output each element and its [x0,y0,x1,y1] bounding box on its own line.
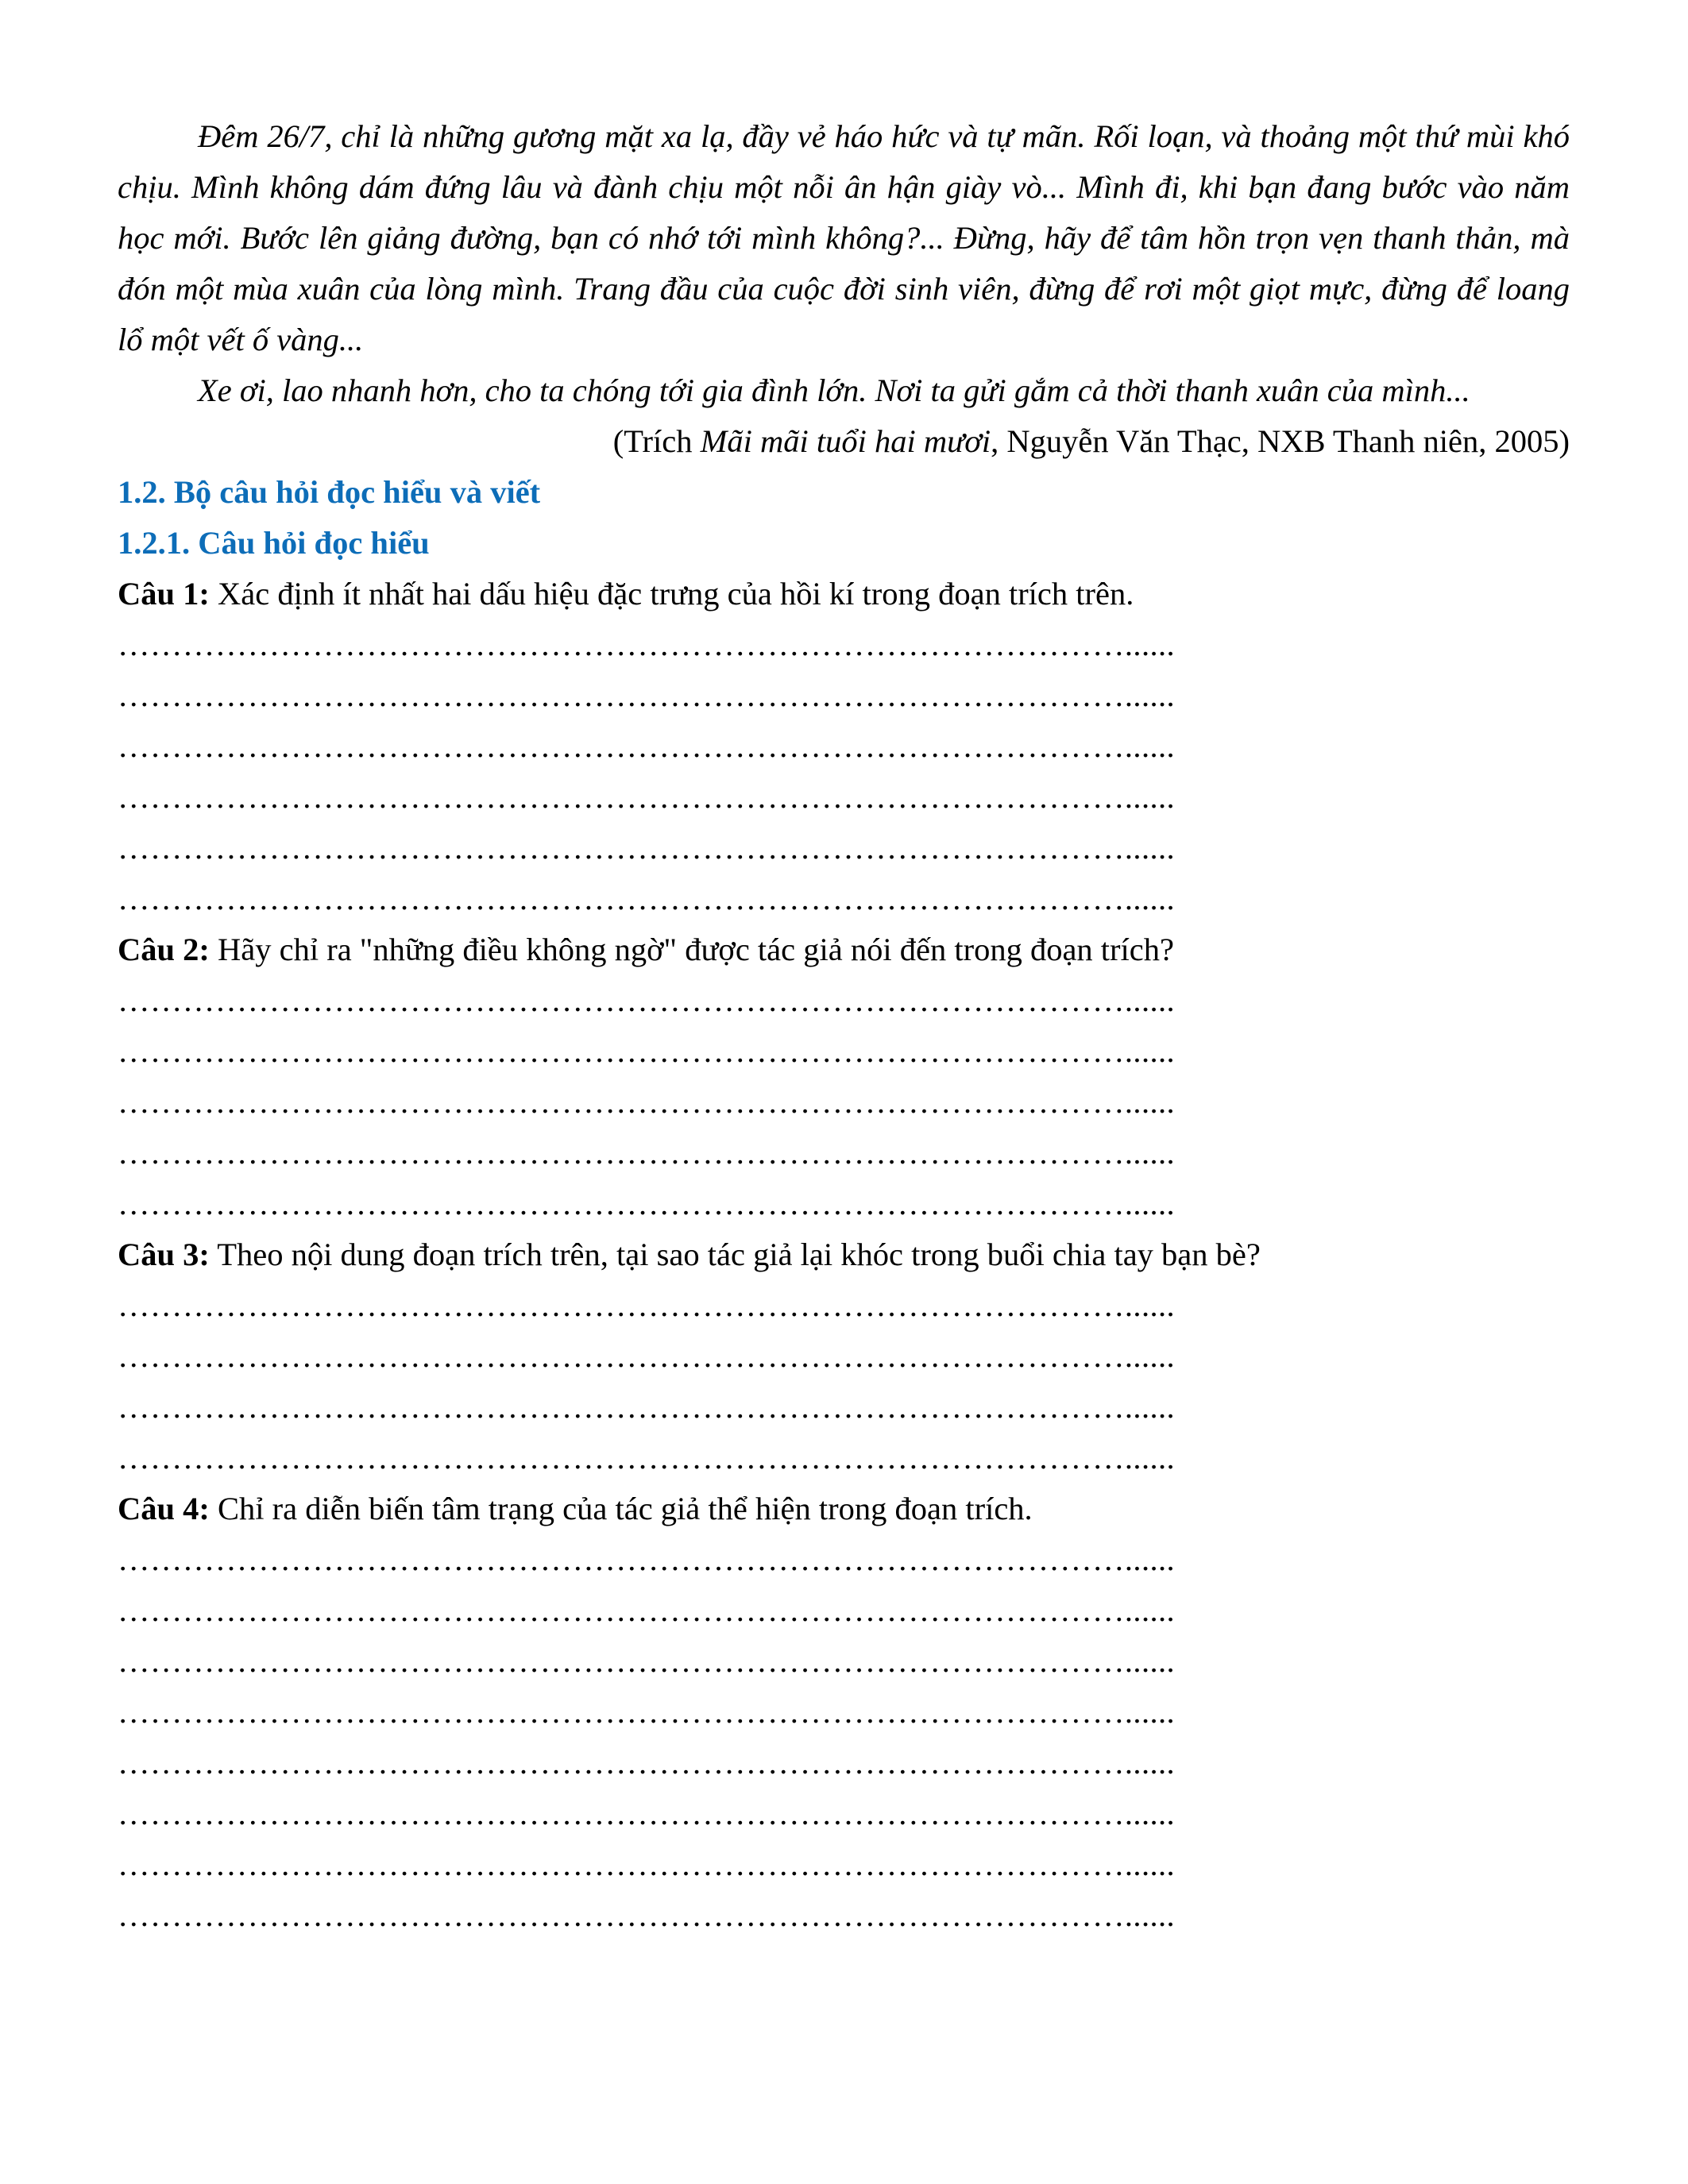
excerpt-paragraph-2: Xe ơi, lao nhanh hơn, cho ta chóng tới gia đình lớn. Nơi ta gửi gắm cả thời thanh xuân của mình... [198,372,1470,408]
question-1 [118,569,1570,619]
question-text: Theo nội dung đoạn trích trên, tại sao tác giả lại khóc trong buổi chia tay bạn bè? [209,1237,1261,1272]
answer-line[interactable]: …………………………………………………………………………………...... [118,1287,1176,1323]
answer-line[interactable]: …………………………………………………………………………………...... [118,1897,1176,1933]
question-block [118,1229,1570,1484]
answer-line[interactable]: …………………………………………………………………………………...... [118,1846,1176,1882]
answer-line[interactable]: …………………………………………………………………………………...... [118,1338,1176,1374]
question-block [118,569,1570,924]
answer-line[interactable]: …………………………………………………………………………………...... [118,1745,1176,1781]
answer-line[interactable]: …………………………………………………………………………………...... [118,1389,1176,1425]
excerpt-citation [118,416,1570,467]
question-3 [118,1229,1570,1280]
answer-line[interactable]: …………………………………………………………………………………...... [118,1643,1176,1679]
subsection-heading: 1.2.1. Câu hỏi đọc hiểu [118,525,430,561]
question-block [118,924,1570,1229]
answer-line[interactable]: …………………………………………………………………………………...... [118,1694,1176,1730]
answer-line[interactable]: …………………………………………………………………………………...... [118,1796,1176,1831]
question-text: Hãy chỉ ra "những điều không ngờ" được tác giả nói đến trong đoạn trích? [209,932,1175,967]
question-label: Câu 1: [118,576,210,612]
answer-line[interactable]: …………………………………………………………………………………...... [118,830,1176,866]
answer-line[interactable]: …………………………………………………………………………………...... [118,779,1176,815]
answer-line[interactable]: …………………………………………………………………………………...... [118,1135,1176,1171]
question-4 [118,1484,1570,1534]
question-text: Chỉ ra diễn biến tâm trạng của tác giả thể hiện trong đoạn trích. [209,1491,1033,1526]
answer-line[interactable]: …………………………………………………………………………………...... [118,627,1176,662]
excerpt-paragraph-1: Đêm 26/7, chỉ là những gương mặt xa lạ, đầy vẻ háo hức và tự mãn. Rối loạn, và thoảng một thứ mùi khó chịu. Mình không dám đứng lâu và đành chịu một nỗi ân hận giày vò... Mình đi, khi bạn đang bước vào năm học mới. Bước lên giảng đường, bạn có nhớ tới mình không?... Đừng, hãy để tâm hồn trọn vẹn thanh thản, mà đón một mùa xuân của lòng mình. Trang đầu của cuộc đời sinh viên, đừng để rơi một giọt mực, đừng để loang lổ một vết ố vàng... [118,118,1570,357]
citation-prefix: (Trích [612,423,701,459]
question-block [118,1484,1570,1941]
question-label: Câu 3: [118,1237,210,1272]
citation-title: Mãi mãi tuổi hai mươi [700,423,991,459]
answer-line[interactable]: …………………………………………………………………………………...... [118,982,1176,1018]
answer-line[interactable]: …………………………………………………………………………………...... [118,1033,1176,1069]
document-page [118,111,1570,1941]
citation-suffix: , Nguyễn Văn Thạc, NXB Thanh niên, 2005) [991,423,1570,459]
answer-line[interactable]: …………………………………………………………………………………...... [118,1592,1176,1628]
answer-line[interactable]: …………………………………………………………………………………...... [118,1440,1176,1476]
answer-line[interactable]: …………………………………………………………………………………...... [118,728,1176,764]
section-heading: 1.2. Bộ câu hỏi đọc hiểu và viết [118,474,541,510]
question-2 [118,924,1570,975]
answer-line[interactable]: …………………………………………………………………………………...... [118,1186,1176,1221]
answer-line[interactable]: …………………………………………………………………………………...... [118,677,1176,713]
question-list [118,569,1570,1941]
question-text: Xác định ít nhất hai dấu hiệu đặc trưng của hồi kí trong đoạn trích trên. [209,576,1134,612]
answer-line[interactable]: …………………………………………………………………………………...... [118,881,1176,916]
answer-line[interactable]: …………………………………………………………………………………...... [118,1084,1176,1120]
answer-line[interactable]: …………………………………………………………………………………...... [118,1542,1176,1577]
question-label: Câu 4: [118,1491,210,1526]
question-label: Câu 2: [118,932,210,967]
